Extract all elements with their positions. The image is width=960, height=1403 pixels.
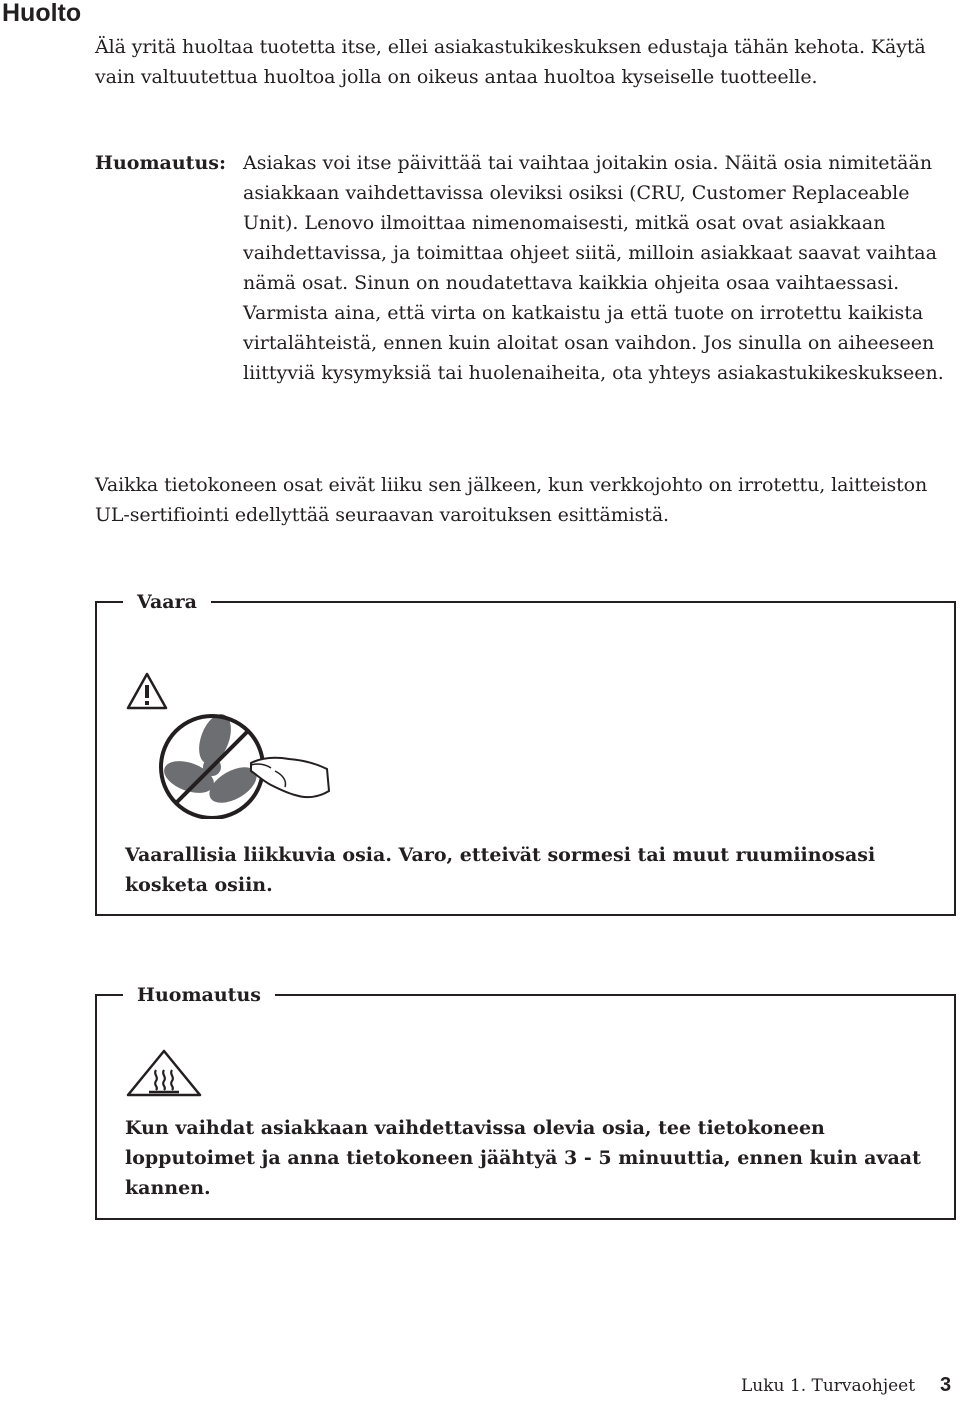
caution-text: Kun vaihdat asiakkaan vaihdettavissa olevia osia, tee tietokoneen lopputoimet ja anna tietokoneen jäähtyä 3 - 5 minuuttia, ennen kuin avaat kannen. (125, 1117, 921, 1199)
note-label: Huomautus: (95, 152, 226, 174)
hot-surface-icon (125, 1048, 203, 1098)
danger-title: Vaara (123, 589, 211, 615)
no-fan-hand-icon (147, 711, 337, 819)
warning-triangle-icon (125, 671, 169, 711)
caution-title: Huomautus (123, 982, 275, 1008)
caution-box (95, 984, 956, 1220)
danger-text: Vaarallisia liikkuvia osia. Varo, etteivät sormesi tai muut ruumiinosasi kosketa osiin. (125, 844, 876, 896)
page-number: 3 (940, 1374, 952, 1396)
note-text: Asiakas voi itse päivittää tai vaihtaa joitakin osia. Näitä osia nimitetään asiakkaan vaihdettavissa oleviksi osiksi (CRU, Customer Replaceable Unit). Lenovo ilmoittaa nimenomaisesti, mitkä osat ovat asiakkaan vaihdettavissa, ja toimittaa ohjeet siitä, milloin asiakkaat saavat vaihtaa nämä osat. Sinun on noudatettava kaikkia ohjeita osaa vaihtaessasi. Varmista aina, että virta on katkaistu ja että tuote on irrotettu kaikista virtalähteistä, ennen kuin aloitat osan vaihdon. Jos sinulla on aiheeseen liittyviä kysymyksiä tai huolenaiheita, ota yhteys asiakastukikeskukseen. (243, 152, 944, 384)
page-title: Huolto (2, 0, 82, 27)
danger-box (95, 591, 956, 916)
ul-paragraph: Vaikka tietokoneen osat eivät liiku sen jälkeen, kun verkkojohto on irrotettu, laitteiston UL-sertifiointi edellyttää seuraavan varoituksen esittämistä. (95, 474, 928, 526)
footer-chapter: Luku 1. Turvaohjeet (741, 1376, 916, 1396)
intro-paragraph: Älä yritä huoltaa tuotetta itse, ellei asiakastukikeskuksen edustaja tähän kehota. Käytä vain valtuutettua huoltoa jolla on oikeus antaa huoltoa kyseiselle tuotteelle. (95, 36, 926, 88)
note-block (95, 148, 955, 388)
